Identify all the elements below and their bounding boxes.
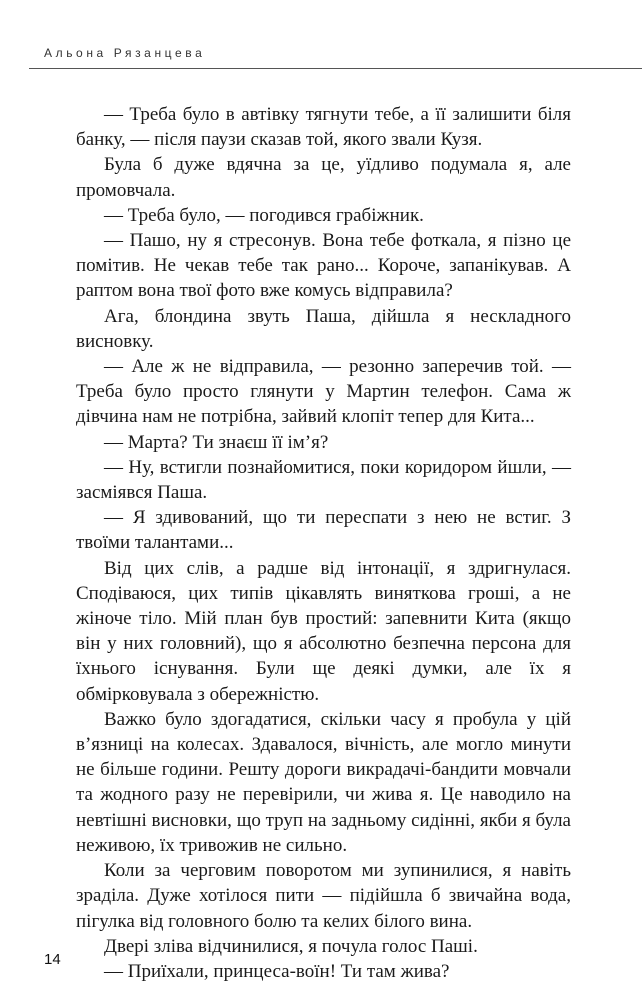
header-rule xyxy=(29,68,642,69)
paragraph: — Пашо, ну я стресонув. Вона тебе фоткала, я пізно це помітив. Не чекав тебе так рано... Короче, запанікував. А раптом вона твої фото вже комусь відправила? xyxy=(76,230,571,302)
page-number: 14 xyxy=(44,951,61,968)
paragraph: — Треба було, — погодився грабіжник. xyxy=(104,204,424,226)
body-text xyxy=(76,102,571,984)
paragraph: Ага, блондина звуть Паша, дійшла я нескладного висновку. xyxy=(76,305,571,352)
paragraph: — Марта? Ти знаєш її ім’я? xyxy=(104,431,329,453)
paragraph: Коли за черговим поворотом ми зупинилися, я навіть зраділа. Дуже хотілося пити — підійшла б звичайна вода, пігулка від головного болю та келих білого вина. xyxy=(76,860,571,932)
paragraph: — Приїхали, принцеса-воїн! Ти там жива? xyxy=(104,960,450,982)
paragraph: — Треба було в автівку тягнути тебе, а її залишити біля банку, — після паузи сказав той, якого звали Кузя. xyxy=(76,104,571,151)
paragraph: Важко було здогадатися, скільки часу я пробула у цій в’язниці на колесах. Здавалося, вічність, але могло минути не більше години. Решту дороги викрадачі-бандити мовчали та жодного разу не перевірили, чи жива я. Це наводило на невтішні висновки, що труп на задньому сидінні, якби я була неживою, їх тривожив не сильно. xyxy=(76,708,571,856)
paragraph: — Але ж не відправила, — резонно заперечив той. — Треба було просто глянути у Мартин телефон. Сама ж дівчина нам не потрібна, зайвий клопіт тепер для Кита... xyxy=(76,356,571,428)
paragraph: Від цих слів, а радше від інтонації, я здригнулася. Сподіваюся, цих типів цікавлять виняткова гроші, а не жіноче тіло. Мій план був простий: запевнити Кита (якщо він у них головний), що я абсолютно безпечна персона для їхнього існування. Були ще деякі думки, але їх я обмірковувала з обережністю. xyxy=(76,557,571,705)
paragraph: — Ну, встигли познайомитися, поки коридором йшли, — засміявся Паша. xyxy=(76,456,571,504)
paragraph: Двері зліва відчинилися, я почула голос Паші. xyxy=(104,935,478,957)
paragraph: — Я здивований, що ти переспати з нею не встиг. З твоїми талантами... xyxy=(76,507,571,554)
paragraph: Була б дуже вдячна за це, уїдливо подумала я, але промовчала. xyxy=(76,154,571,201)
running-head-author: Альона Рязанцева xyxy=(44,46,206,60)
